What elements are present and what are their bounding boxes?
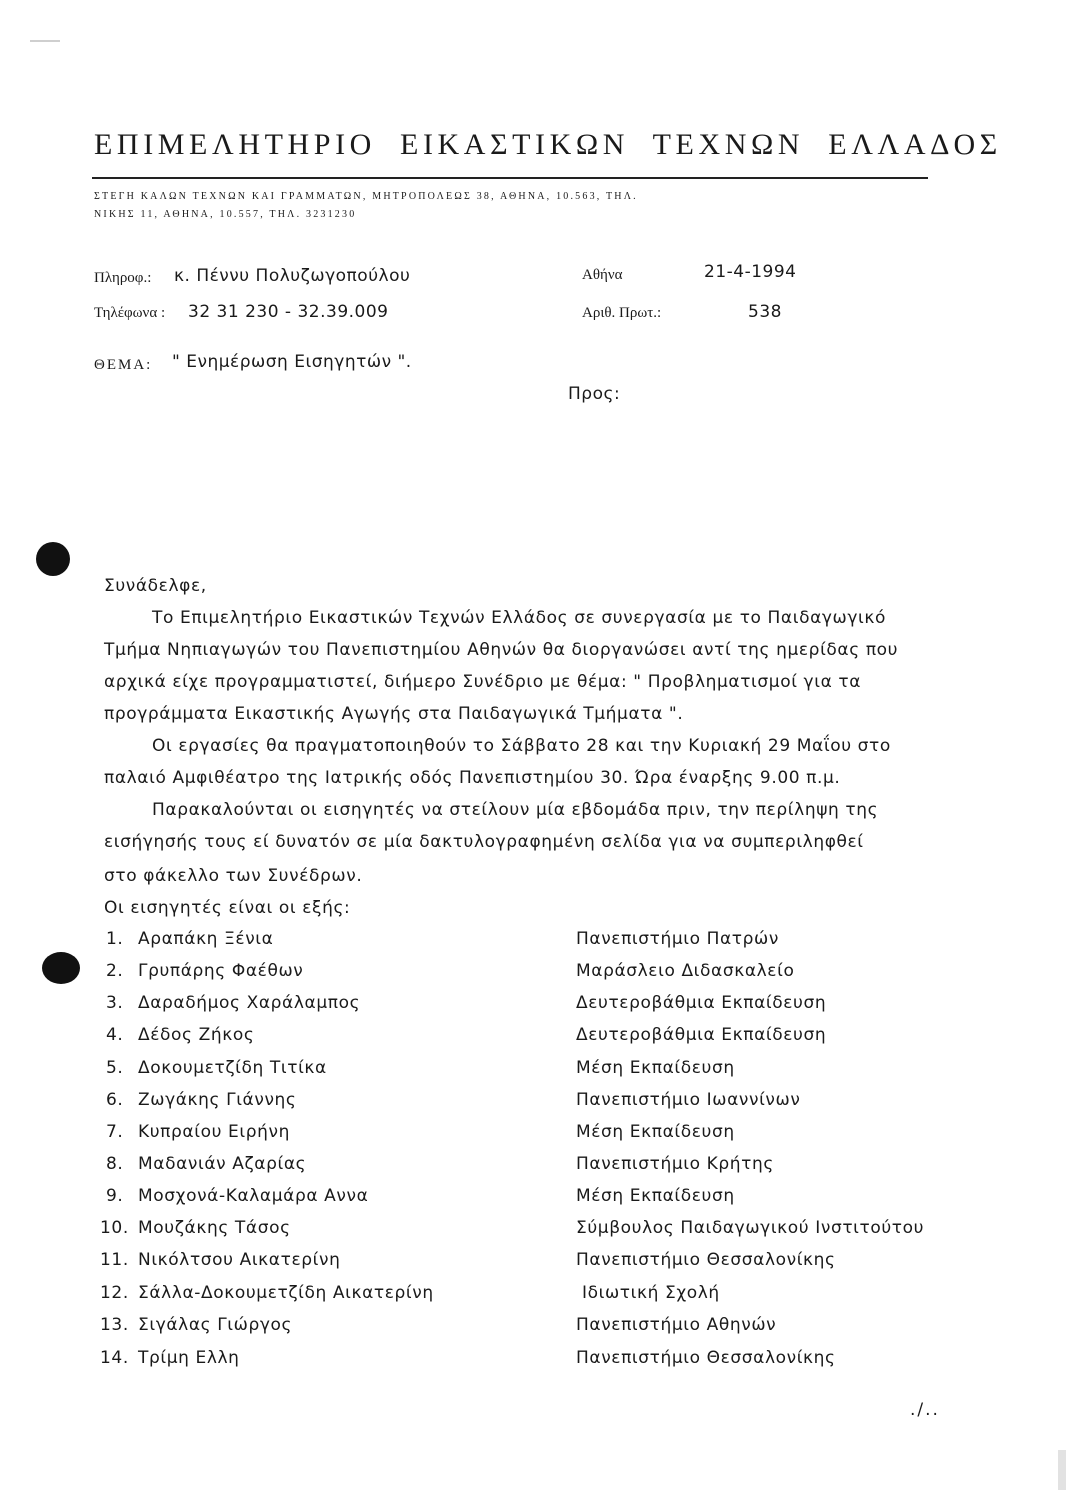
subject-label: ΘΕΜΑ: (94, 357, 153, 373)
punch-hole-top (36, 542, 70, 576)
speaker-number: 4. (106, 1025, 124, 1045)
speaker-name: Μαδανιάν Αζαρίας (138, 1154, 307, 1174)
speaker-name: Σιγάλας Γιώργος (138, 1315, 293, 1335)
protocol-number: 538 (748, 302, 782, 322)
speaker-affiliation: Μαράσλειο Διδασκαλείο (576, 961, 795, 981)
speaker-affiliation: Δευτεροβάθμια Εκπαίδευση (576, 1025, 827, 1045)
speaker-affiliation: Πανεπιστήμιο Ιωαννίνων (576, 1090, 801, 1110)
speaker-name: Κυπραίου Ειρήνη (138, 1122, 290, 1142)
info-label: Πληροφ.: (94, 270, 152, 286)
recipient-label: Προς: (568, 384, 621, 404)
p3-line-1: Παρακαλούνται οι εισηγητές να στείλουν μία εβδομάδα πριν, την περίληψη της (152, 800, 879, 820)
p2-line-2: παλαιό Αμφιθέατρο της Ιατρικής οδός Πανεπιστημίου 30. Ώρα έναρξης 9.00 π.μ. (104, 768, 841, 788)
speaker-number: 12. (100, 1283, 129, 1303)
info-value: κ. Πέννυ Πολυζωγοπούλου (174, 266, 411, 286)
city-label: Αθήνα (582, 267, 623, 283)
subject-value: " Ενημέρωση Εισηγητών ". (172, 352, 412, 372)
salutation: Συνάδελφε, (104, 576, 207, 596)
p1-line-4: προγράμματα Εικαστικής Αγωγής στα Παιδαγωγικά Τμήματα ". (104, 704, 684, 724)
speaker-affiliation: Πανεπιστήμιο Αθηνών (576, 1315, 777, 1335)
speaker-affiliation: Πανεπιστήμιο Θεσσαλονίκης (576, 1348, 836, 1368)
speaker-number: 6. (106, 1090, 124, 1110)
speaker-name: Σάλλα-Δοκουμετζίδη Αικατερίνη (138, 1283, 434, 1303)
speaker-affiliation: Σύμβουλος Παιδαγωγικού Ινστιτούτου (576, 1218, 925, 1238)
p3-line-2: εισήγησής τους εί δυνατόν σε μία δακτυλογραφημένη σελίδα για να συμπεριληφθεί (104, 832, 864, 852)
letterhead-address-line-2: ΝΙΚΗΣ 11, ΑΘΗΝΑ, 10.557, ΤΗΛ. 3231230 (94, 209, 357, 220)
speaker-name: Δοκουμετζίδη Τιτίκα (138, 1058, 327, 1078)
speaker-number: 11. (100, 1250, 129, 1270)
letter-date: 21-4-1994 (704, 262, 797, 282)
speaker-name: Νικόλτσου Αικατερίνη (138, 1250, 341, 1270)
speaker-name: Μουζάκης Τάσος (138, 1218, 291, 1238)
protocol-label: Αριθ. Πρωτ.: (582, 305, 662, 321)
scan-mark-top-left (30, 40, 60, 42)
speaker-number: 9. (106, 1186, 124, 1206)
letterhead-address-line-1: ΣΤΕΓΗ ΚΑΛΩΝ ΤΕΧΝΩΝ ΚΑΙ ΓΡΑΜΜΑΤΩΝ, ΜΗΤΡΟΠΟΛΕΩΣ 38, ΑΘΗΝΑ, 10.563, ΤΗΛ. (94, 191, 638, 202)
speaker-affiliation: Μέση Εκπαίδευση (576, 1186, 735, 1206)
phone-label: Τηλέφωνα : (94, 305, 166, 321)
speaker-name: Μοσχονά-Καλαμάρα Αννα (138, 1186, 369, 1206)
p1-line-3: αρχικά είχε προγραμματιστεί, διήμερο Συνέδριο με θέμα: " Προβληματισμοί για τα (104, 672, 862, 692)
speaker-affiliation: Δευτεροβάθμια Εκπαίδευση (576, 993, 827, 1013)
speaker-affiliation: Ιδιωτική Σχολή (582, 1283, 720, 1303)
speaker-name: Δέδος Ζήκος (138, 1025, 255, 1045)
scan-mark-right-edge (1058, 1450, 1066, 1490)
speaker-number: 14. (100, 1348, 129, 1368)
punch-hole-bottom (42, 952, 80, 984)
speaker-name: Τρίμη Ελλη (138, 1348, 240, 1368)
speaker-number: 7. (106, 1122, 124, 1142)
speaker-affiliation: Μέση Εκπαίδευση (576, 1058, 735, 1078)
speaker-number: 3. (106, 993, 124, 1013)
speaker-number: 8. (106, 1154, 124, 1174)
speaker-affiliation: Πανεπιστήμιο Θεσσαλονίκης (576, 1250, 836, 1270)
speaker-name: Ζωγάκης Γιάννης (138, 1090, 297, 1110)
continuation-mark: ./.. (910, 1400, 940, 1420)
p3-line-3: στο φάκελλο των Συνέδρων. (104, 866, 363, 886)
p1-line-2: Τμήμα Νηπιαγωγών του Πανεπιστημίου Αθηνών θα διοργανώσει αντί της ημερίδας που (104, 640, 899, 660)
speaker-name: Αραπάκη Ξένια (138, 929, 274, 949)
p1-line-1: Το Επιμελητήριο Εικαστικών Τεχνών Ελλάδος σε συνεργασία με το Παιδαγωγικό (152, 608, 887, 628)
phone-value: 32 31 230 - 32.39.009 (188, 302, 389, 322)
speaker-number: 1. (106, 929, 124, 949)
speaker-number: 2. (106, 961, 124, 981)
speaker-affiliation: Μέση Εκπαίδευση (576, 1122, 735, 1142)
speaker-affiliation: Πανεπιστήμιο Κρήτης (576, 1154, 774, 1174)
speaker-affiliation: Πανεπιστήμιο Πατρών (576, 929, 779, 949)
speaker-number: 10. (100, 1218, 129, 1238)
speaker-number: 5. (106, 1058, 124, 1078)
letterhead-rule (92, 177, 928, 179)
speaker-name: Γρυπάρης Φαέθων (138, 961, 304, 981)
p2-line-1: Οι εργασίες θα πραγματοποιηθούν το Σάββατο 28 και την Κυριακή 29 Μαΐου στο (152, 736, 891, 756)
letterhead-title: ΕΠΙΜΕΛΗΤΗΡΙΟ ΕΙΚΑΣΤΙΚΩΝ ΤΕΧΝΩΝ ΕΛΛΑΔΟΣ (94, 128, 1002, 161)
speaker-number: 13. (100, 1315, 129, 1335)
speakers-intro: Οι εισηγητές είναι οι εξής: (104, 898, 351, 918)
speaker-name: Δαραδήμος Χαράλαμπος (138, 993, 361, 1013)
